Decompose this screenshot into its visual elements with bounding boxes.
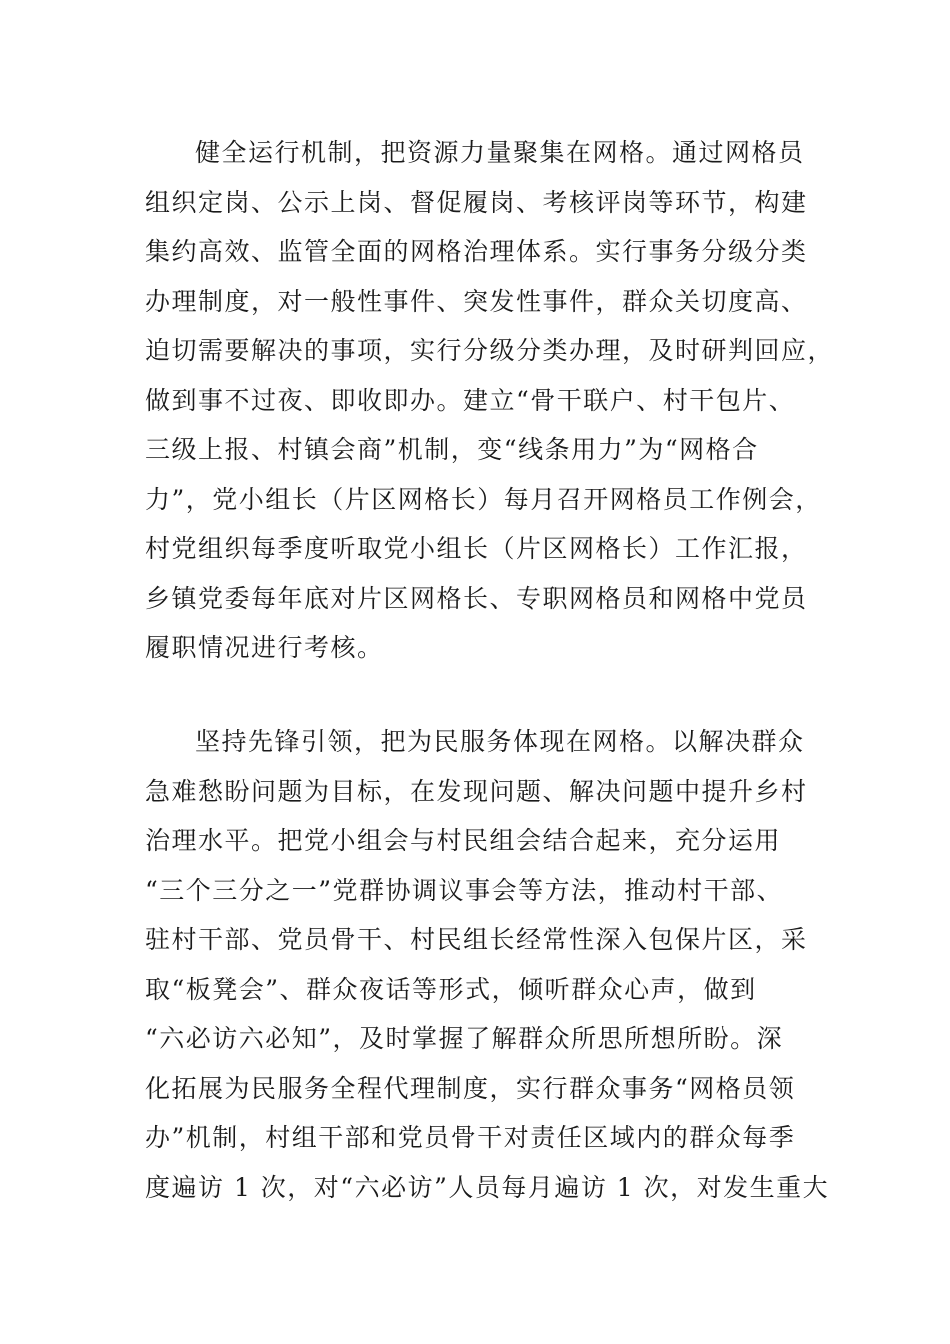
text-line: 坚持先锋引领，把为民服务体现在网格。以解决群众 [195,727,805,756]
text-line: 做到事不过夜、即收即办。建立“骨干联户、村干包片、 [145,385,796,415]
text-line: 乡镇党委每年底对片区网格长、专职网格员和网格中党员 [145,583,808,613]
text-line: 治理水平。把党小组会与村民组会结合起来，充分运用 [145,826,782,855]
text-line: 急难愁盼问题为目标，在发现问题、解决问题中提升乡村 [145,776,808,806]
text-line: 驻村干部、党员骨干、村民组长经常性深入包保片区，采 [145,925,808,954]
text-line: 办”机制，村组干部和党员骨干对责任区域内的群众每季 [145,1123,796,1152]
text-line: 健全运行机制，把资源力量聚集在网格。通过网格员 [195,138,805,167]
text-line: 集约高效、监管全面的网格治理体系。实行事务分级分类 [145,237,808,266]
text-line: 履职情况进行考核。 [145,633,384,662]
paragraph-operating-mechanism [145,133,835,678]
text-line: 三级上报、村镇会商”机制，变“线条用力”为“网格合 [145,435,759,464]
text-line: 迫切需要解决的事项，实行分级分类办理，及时研判回应， [145,336,835,365]
text-line: “三个三分之一”党群协调议事会等方法，推动村干部、 [145,875,784,905]
paragraph-vanguard-leading [145,722,830,1217]
text-line: 度遍访 1 次，对“六必访”人员每月遍访 1 次，对发生重大 [145,1172,830,1202]
text-line: “六必访六必知”，及时掌握了解群众所思所想所盼。深 [145,1024,784,1053]
text-line: 组织定岗、公示上岗、督促履岗、考核评岗等环节，构建 [145,187,808,217]
text-line: 化拓展为民服务全程代理制度，实行群众事务“网格员领 [145,1073,796,1103]
text-line: 力”，党小组长（片区网格长）每月召开网格员工作例会， [145,484,822,514]
text-line: 村党组织每季度听取党小组长（片区网格长）工作汇报， [145,534,808,563]
text-line: 办理制度，对一般性事件、突发性事件，群众关切度高、 [145,286,808,316]
text-line: 取“板凳会”、群众夜话等形式，倾听群众心声，做到 [145,974,757,1004]
